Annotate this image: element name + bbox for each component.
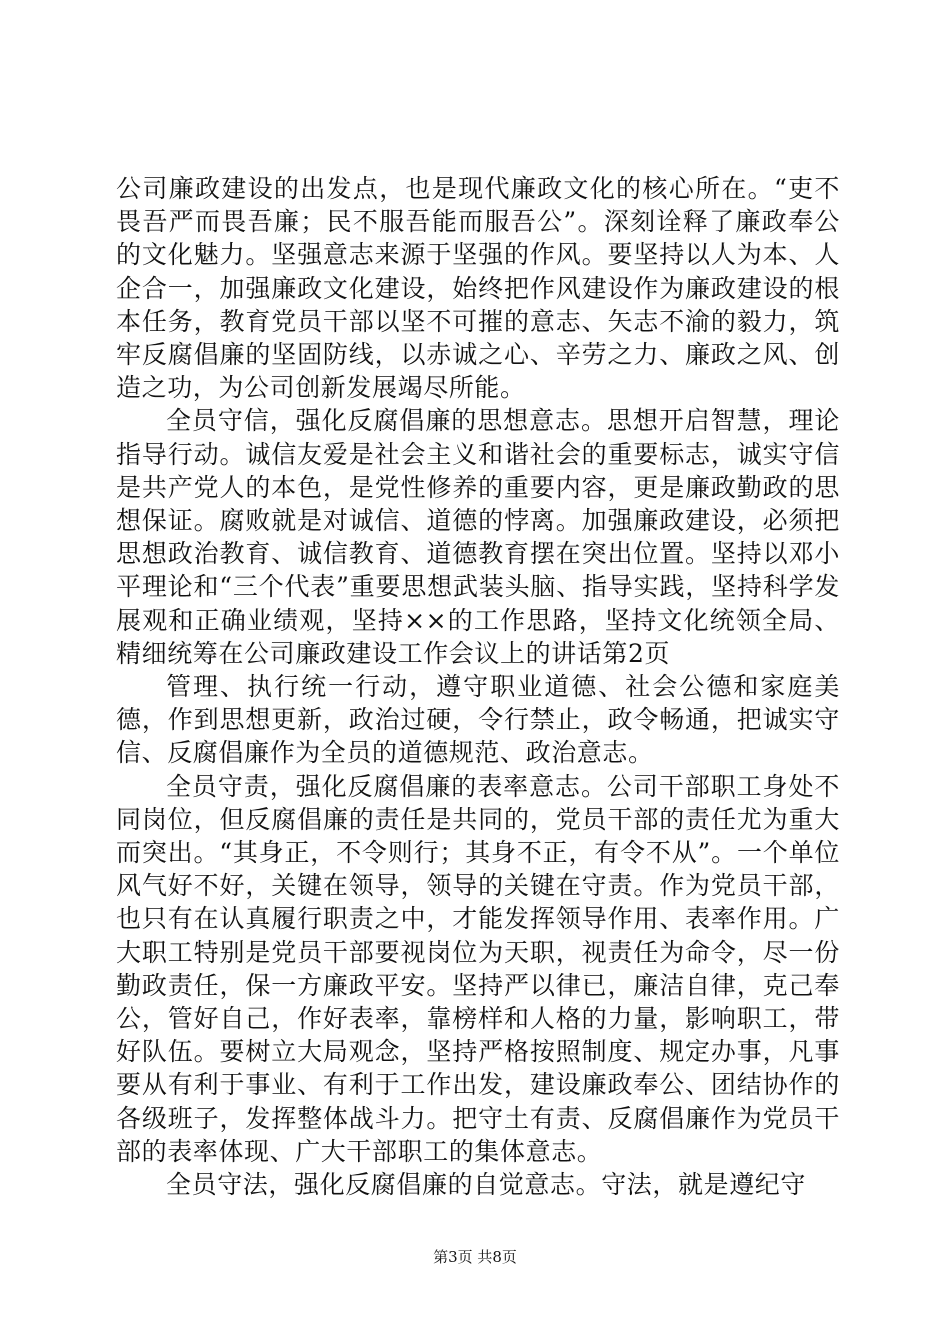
paragraph-2: 全员守信，强化反腐倡廉的思想意志。思想开启智慧，理论指导行动。诚信友爱是社会主义和谐社会的重要标志，诚实守信是共产党人的本色，是党性修养的重要内容，更是廉政勤政的思想保证。腐败就是对诚信、道德的悖离。加强廉政建设，必须把思想政治教育、诚信教育、道德教育摆在突出位置。坚持以邓小平理论和“三个代表”重要思想武装头脑、指导实践，坚持科学发展观和正确业绩观，坚持××的工作思路，坚持文化统领全局、精细统筹在公司廉政建设工作会议上的讲话第2页: [116, 406, 840, 668]
document-body: [116, 172, 840, 1201]
page-footer: 第3页 共8页: [433, 1248, 517, 1266]
paragraph-5: 全员守法，强化反腐倡廉的自觉意志。守法，就是遵纪守: [166, 1170, 807, 1200]
paragraph-1: 公司廉政建设的出发点，也是现代廉政文化的核心所在。“吏不畏吾严而畏吾廉；民不服吾能而服吾公”。深刻诠释了廉政奉公的文化魅力。坚强意志来源于坚强的作风。要坚持以人为本、人企合一，加强廉政文化建设，始终把作风建设作为廉政建设的根本任务，教育党员干部以坚不可摧的意志、矢志不渝的毅力，筑牢反腐倡廉的坚固防线，以赤诚之心、辛劳之力、廉政之风、创造之功，为公司创新发展竭尽所能。: [116, 174, 840, 403]
paragraph-3: 管理、执行统一行动，遵守职业道德、社会公德和家庭美德，作到思想更新，政治过硬，令行禁止，政令畅通，把诚实守信、反腐倡廉作为全员的道德规范、政治意志。: [116, 672, 840, 768]
paragraph-4: 全员守责，强化反腐倡廉的表率意志。公司干部职工身处不同岗位，但反腐倡廉的责任是共同的，党员干部的责任尤为重大而突出。“其身正，不令则行；其身不正，有令不从”。一个单位风气好不好，关键在领导，领导的关键在守责。作为党员干部，也只有在认真履行职责之中，才能发挥领导作用、表率作用。广大职工特别是党员干部要视岗位为天职，视责任为命令，尽一份勤政责任，保一方廉政平安。坚持严以律已，廉洁自律，克己奉公，管好自己，作好表率，靠榜样和人格的力量，影响职工，带好队伍。要树立大局观念，坚持严格按照制度、规定办事，凡事要从有利于事业、有利于工作出发，建设廉政奉公、团结协作的各级班子，发挥整体战斗力。把守土有责、反腐倡廉作为党员干部的表率体现、广大干部职工的集体意志。: [116, 771, 840, 1166]
